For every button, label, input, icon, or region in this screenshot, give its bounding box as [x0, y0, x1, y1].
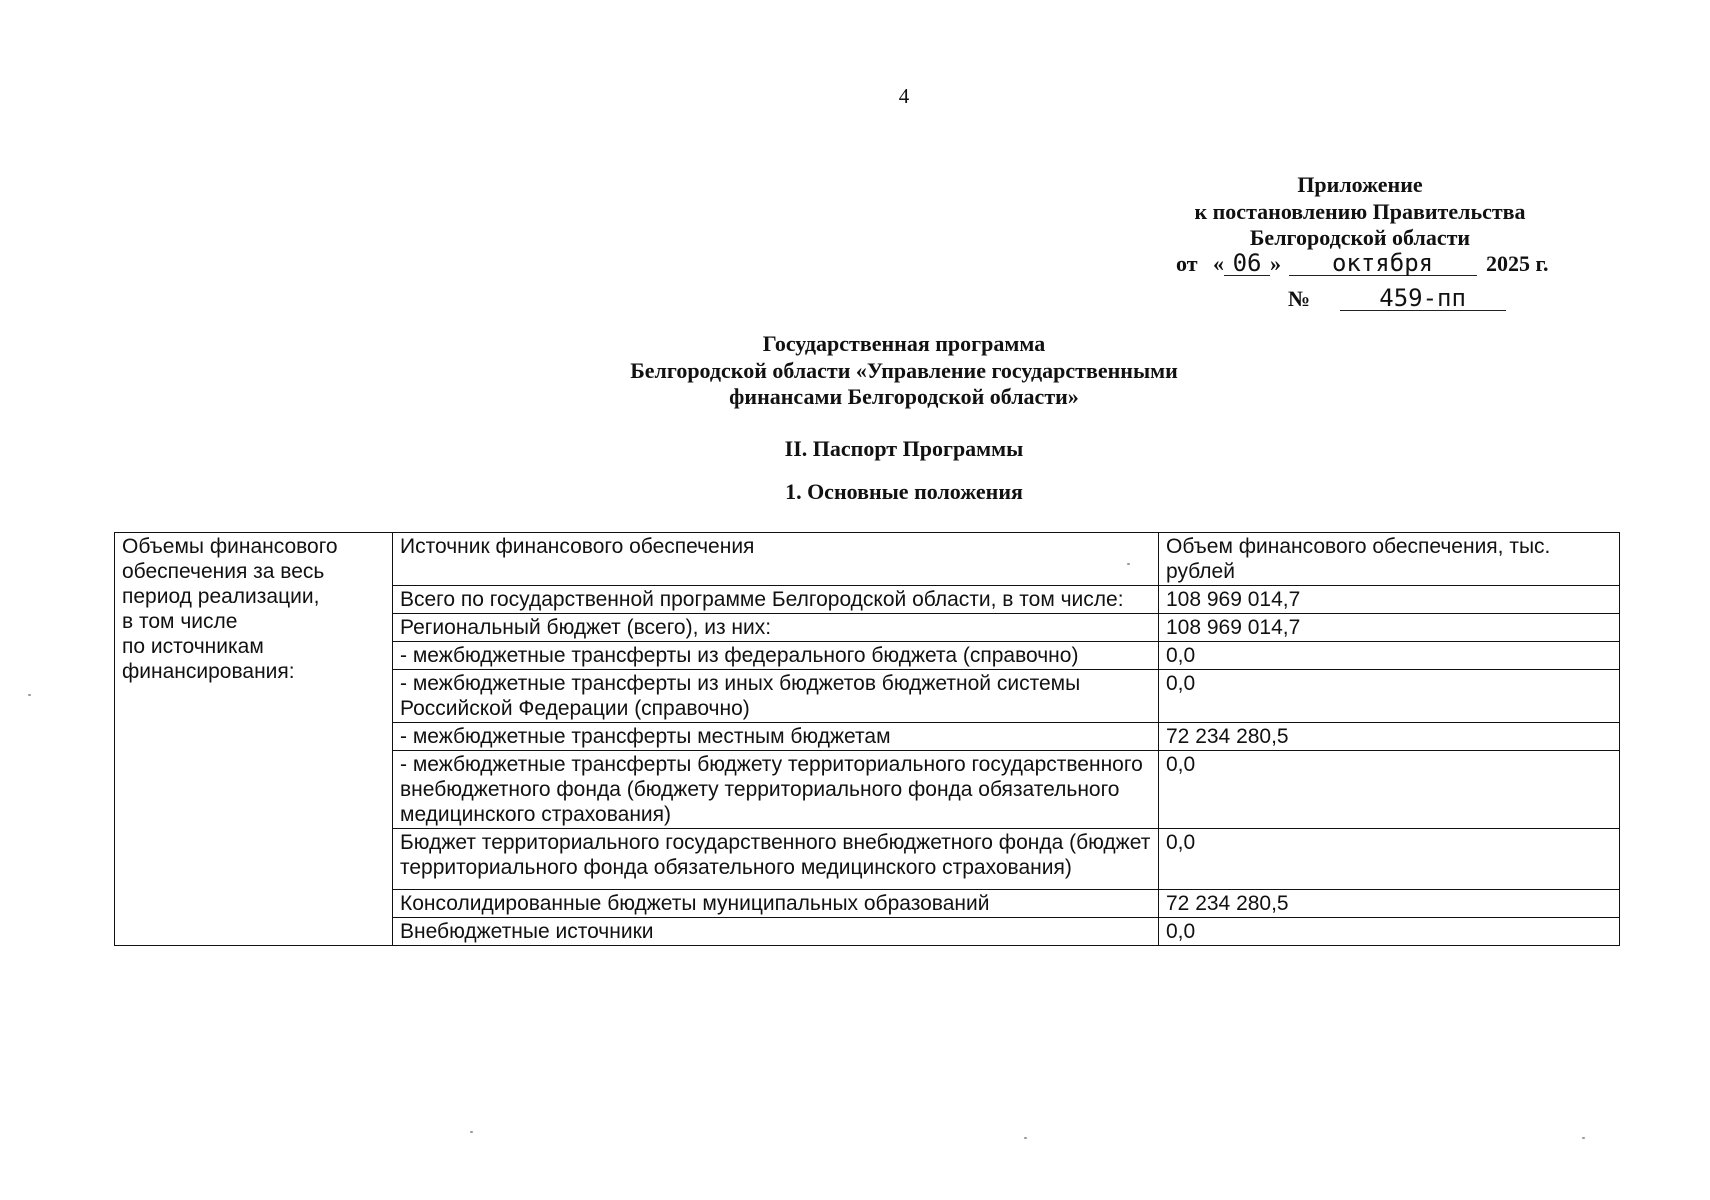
- scan-speck: [470, 1131, 473, 1133]
- scan-speck: [1582, 1137, 1585, 1139]
- program-title-line-2: Белгородской области «Управление государственными: [630, 357, 1178, 383]
- value-cell: 0,0: [1159, 751, 1620, 829]
- program-title-line-1: Государственная программа: [762, 331, 1046, 356]
- quote-close: »: [1270, 251, 1282, 276]
- program-title: [0, 331, 1710, 411]
- source-cell: - межбюджетные трансферты из федерального бюджета (справочно): [393, 642, 1159, 670]
- value-cell: 0,0: [1159, 642, 1620, 670]
- value-cell: 72 234 280,5: [1159, 890, 1620, 918]
- source-cell: Бюджет территориального государственного внебюджетного фонда (бюджет территориального фонда обязательного медицинского страхования): [393, 829, 1159, 890]
- left-header-line: Объемы финансового: [122, 535, 338, 558]
- page-number: 4: [898, 84, 910, 108]
- source-cell: Всего по государственной программе Белгородской области, в том числе:: [393, 586, 1159, 614]
- table-header-row: [115, 533, 1620, 586]
- date-year: 2025 г.: [1486, 251, 1549, 276]
- appendix-number-line: [1288, 286, 1506, 313]
- source-cell: Региональный бюджет (всего), из них:: [393, 614, 1159, 642]
- program-title-line-3: финансами Белгородской области»: [729, 384, 1079, 409]
- column-header-volume: Объем финансового обеспечения, тыс. рублей: [1159, 533, 1620, 586]
- scan-speck: [28, 694, 31, 696]
- appendix-title: Приложение: [1297, 172, 1423, 197]
- left-header-line: обеспечения за весь: [122, 560, 325, 583]
- appendix-line-3: Белгородской области: [1249, 225, 1471, 250]
- left-header-line: в том числе: [122, 610, 238, 633]
- source-cell: Внебюджетные источники: [393, 918, 1159, 946]
- date-prefix: от: [1176, 251, 1198, 276]
- appendix-date-line: [1176, 251, 1596, 278]
- appendix-line-2: к постановлению Правительства: [1194, 198, 1526, 224]
- value-cell: 0,0: [1159, 918, 1620, 946]
- value-cell: 108 969 014,7: [1159, 614, 1620, 642]
- subsection-title: 1. Основные положения: [785, 479, 1023, 504]
- left-header-line: финансирования:: [122, 660, 295, 683]
- source-cell: - межбюджетные трансферты бюджету территориального государственного внебюджетного фонда (бюджету территориального фонда обязательного медицинского страхования): [393, 751, 1159, 829]
- number-label: №: [1288, 286, 1311, 311]
- source-cell: - межбюджетные трансферты местным бюджетам: [393, 723, 1159, 751]
- passport-table: [114, 532, 1620, 946]
- left-header-cell: [115, 533, 393, 946]
- scan-speck: [1127, 563, 1130, 565]
- value-cell: 108 969 014,7: [1159, 586, 1620, 614]
- scan-speck: [1024, 1137, 1027, 1139]
- column-header-source: Источник финансового обеспечения: [393, 533, 1159, 586]
- date-month: октября: [1289, 251, 1477, 276]
- value-cell: 72 234 280,5: [1159, 723, 1620, 751]
- value-cell: 0,0: [1159, 829, 1620, 890]
- left-header-line: по источникам: [122, 635, 264, 658]
- date-day: 06: [1224, 251, 1270, 276]
- section-title: II. Паспорт Программы: [784, 436, 1024, 461]
- value-cell: 0,0: [1159, 670, 1620, 723]
- appendix-block: [1150, 172, 1570, 312]
- decree-number: 459-пп: [1340, 286, 1506, 311]
- source-cell: - межбюджетные трансферты из иных бюджетов бюджетной системы Российской Федерации (справочно): [393, 670, 1159, 723]
- left-header-line: период реализации,: [122, 585, 320, 608]
- source-cell: Консолидированные бюджеты муниципальных образований: [393, 890, 1159, 918]
- quote-open: «: [1213, 251, 1225, 276]
